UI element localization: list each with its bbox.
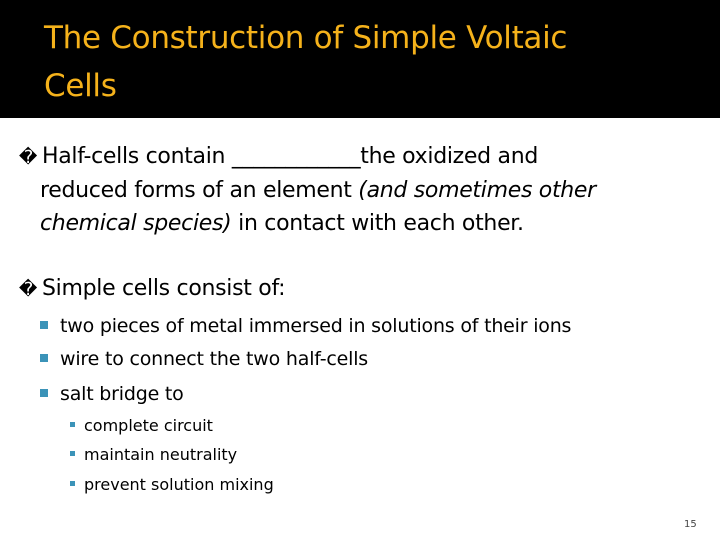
- slide-title-line1: The Construction of Simple Voltaic: [44, 20, 568, 56]
- small-square-bullet-icon: [70, 451, 75, 456]
- bullet-icon: �: [18, 147, 38, 168]
- paragraph-half-cells: [18, 144, 538, 169]
- sub-list-item-text: complete circuit: [84, 416, 213, 435]
- paragraph-simple-cells: [18, 276, 285, 301]
- sub-list-item: [70, 416, 213, 435]
- paragraph-line1: Half-cells contain ____________the oxidized and: [42, 144, 539, 169]
- sub-list-item: [70, 475, 274, 494]
- small-square-bullet-icon: [70, 422, 75, 427]
- paragraph-line3-italic: chemical species): [40, 211, 232, 236]
- slide-title-line2: Cells: [44, 68, 117, 104]
- paragraph-line2: [40, 178, 596, 203]
- square-bullet-icon: [40, 321, 48, 329]
- small-square-bullet-icon: [70, 481, 75, 486]
- page-number: 15: [684, 519, 697, 530]
- sub-list-item-text: maintain neutrality: [84, 445, 238, 464]
- paragraph-line2-italic: (and sometimes other: [358, 178, 596, 203]
- bullet-icon: �: [18, 279, 38, 300]
- paragraph-line3-text: in contact with each other.: [231, 211, 524, 236]
- list-item-text: wire to connect the two half-cells: [60, 348, 368, 370]
- square-bullet-icon: [40, 354, 48, 362]
- list-item: [40, 315, 571, 337]
- paragraph-line3: [40, 211, 524, 236]
- list-item: [40, 383, 184, 405]
- list-item-text: salt bridge to: [60, 383, 184, 405]
- sub-list-item: [70, 445, 237, 464]
- paragraph-line2-text: reduced forms of an element: [40, 178, 359, 203]
- paragraph-text: Simple cells consist of:: [42, 276, 286, 301]
- list-item: [40, 348, 368, 370]
- list-item-text: two pieces of metal immersed in solutions of their ions: [60, 315, 572, 337]
- sub-list-item-text: prevent solution mixing: [84, 475, 274, 494]
- square-bullet-icon: [40, 389, 48, 397]
